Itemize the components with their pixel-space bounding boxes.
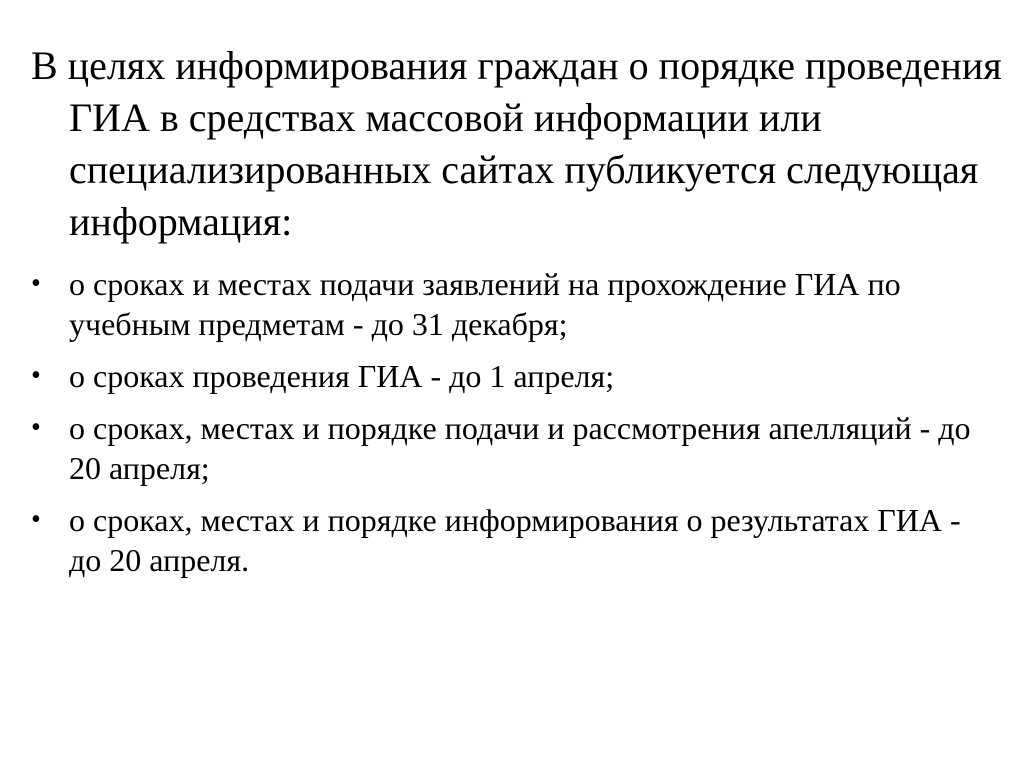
list-item [31,500,991,580]
intro-paragraph: В целях информирования граждан о порядке проведения ГИА в средствах массовой информации или специализированных сайтах публикуется следующая информация: [31,43,1002,244]
list-item [31,408,991,488]
bullet-icon: • [31,504,41,535]
list-item [31,264,991,344]
bullet-list [31,264,991,592]
list-item-text: о сроках проведения ГИА - до 1 апреля; [69,358,615,394]
bullet-icon: • [31,412,41,443]
bullet-icon: • [31,360,41,391]
list-item-text: о сроках, местах и порядке подачи и рассмотрения апелляций - до 20 апреля; [69,410,971,486]
list-item-text: о сроках, местах и порядке информирования о результатах ГИА - до 20 апреля. [69,502,961,578]
list-item-text: о сроках и местах подачи заявлений на прохождение ГИА по учебным предметам - до 31 декабря; [69,266,901,342]
list-item [31,356,991,396]
bullet-icon: • [31,268,41,299]
